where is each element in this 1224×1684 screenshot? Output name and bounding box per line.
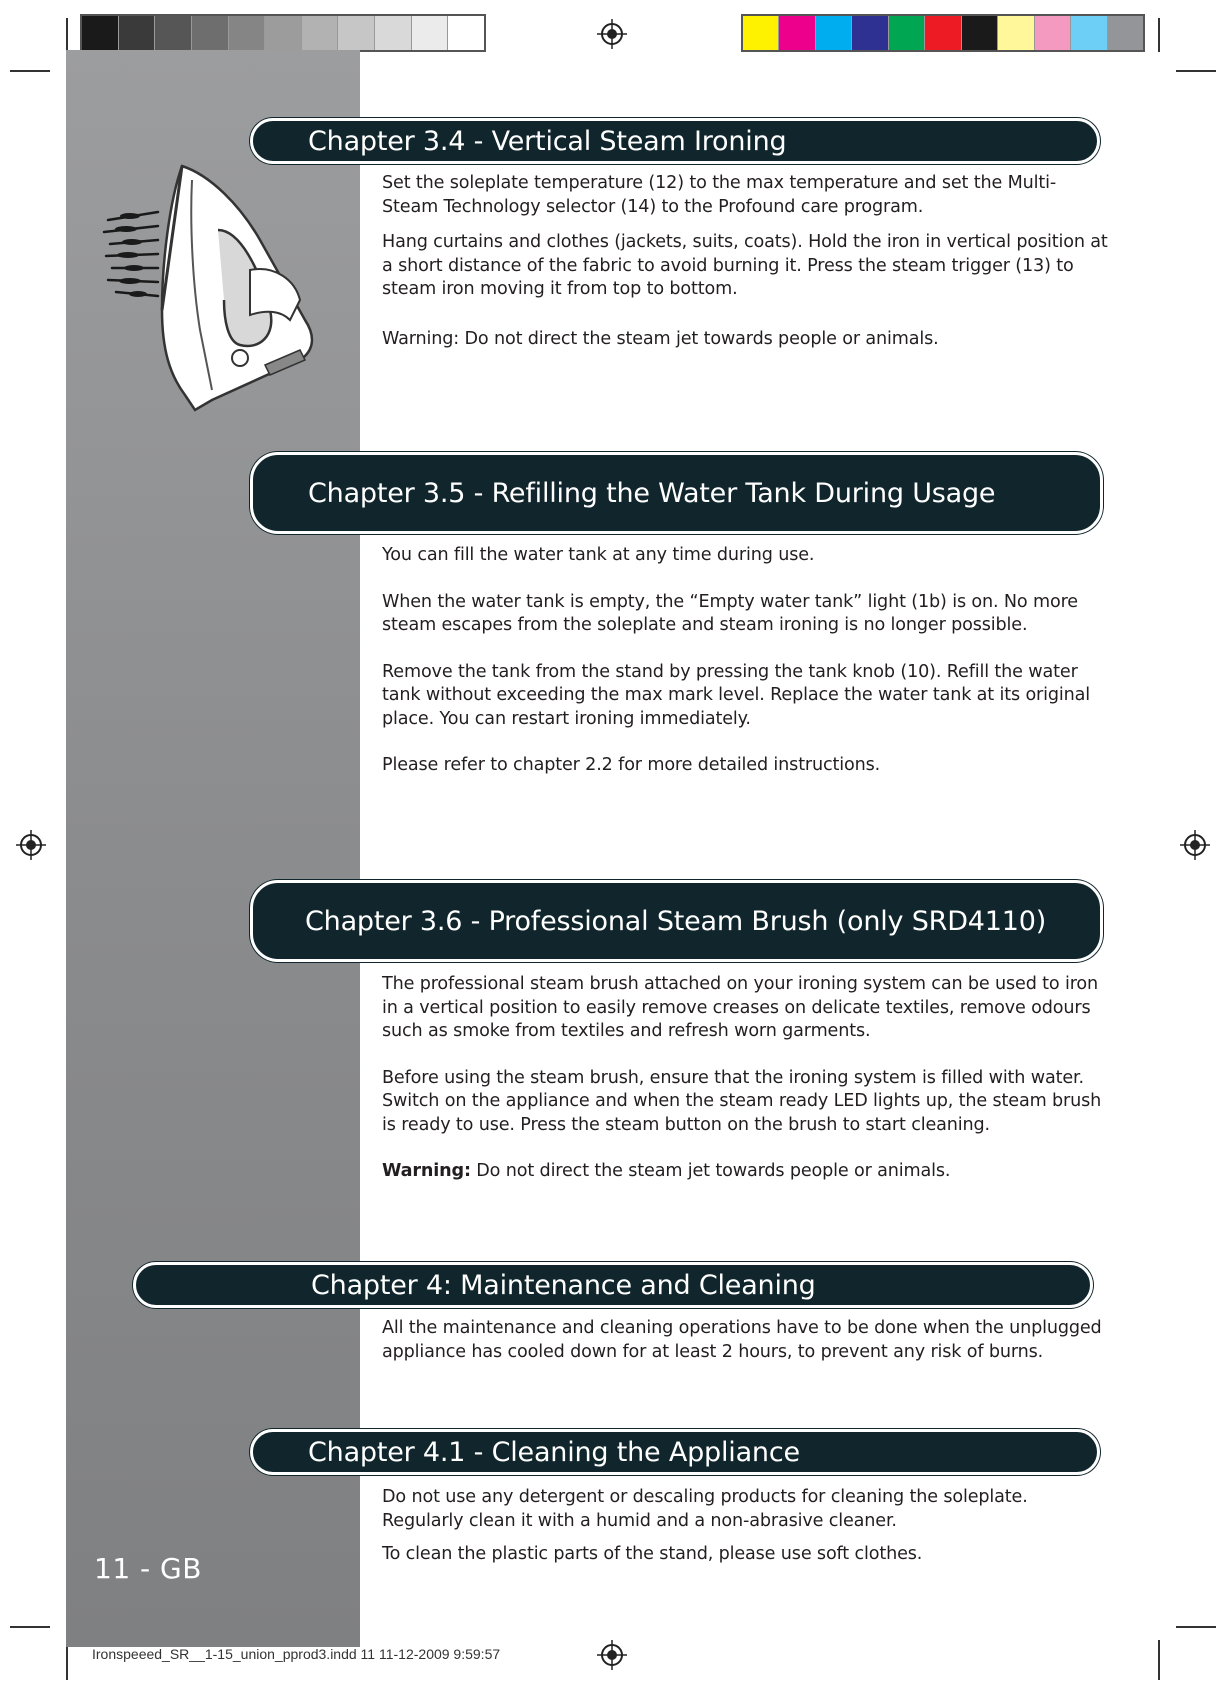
color-swatch xyxy=(448,16,484,50)
color-swatch xyxy=(962,16,998,50)
page-number: 11 - GB xyxy=(94,1552,202,1585)
color-swatch xyxy=(998,16,1034,50)
crop-mark xyxy=(1176,1626,1216,1628)
chapter-3-5-body xyxy=(382,544,1112,778)
registration-mark-icon xyxy=(597,19,627,49)
paragraph: Remove the tank from the stand by pressing the tank knob (10). Refill the water tank without exceeding the max mark level. Replace the water tank at its original place. You can restart ironing immediately. xyxy=(382,661,1091,729)
chapter-3-4-title: Chapter 3.4 - Vertical Steam Ironing xyxy=(308,125,787,157)
paragraph: Do not use any detergent or descaling products for cleaning the soleplate. Regularly clean it with a humid and a non-abrasive cleaner. xyxy=(382,1487,1028,1531)
paragraph: Before using the steam brush, ensure that the ironing system is filled with water. Switch on the appliance and when the steam ready LED lights up, the steam brush is ready to use. Press the steam button on the brush to start cleaning. xyxy=(382,1067,1102,1135)
chapter-3-6-heading-bar xyxy=(250,880,1103,962)
color-swatch xyxy=(155,16,192,50)
paragraph: When the water tank is empty, the “Empty water tank” light (1b) is on. No more steam escapes from the soleplate and steam ironing is no longer possible. xyxy=(382,591,1078,635)
registration-mark-icon xyxy=(1180,830,1210,860)
color-swatch xyxy=(412,16,449,50)
crop-mark xyxy=(66,18,68,52)
color-swatch xyxy=(375,16,412,50)
chapter-3-6-body xyxy=(382,973,1112,1184)
warning-label: Warning: xyxy=(382,1161,471,1181)
grayscale-color-bar xyxy=(80,14,486,52)
crop-mark xyxy=(10,1626,50,1628)
chapter-3-5-title: Chapter 3.5 - Refilling the Water Tank During Usage xyxy=(308,477,996,509)
warning-text: Do not direct the steam jet towards people or animals. xyxy=(470,1161,951,1181)
registration-mark-icon xyxy=(597,1640,627,1670)
color-swatch xyxy=(1108,16,1143,50)
print-slug: Ironspeeed_SR__1-15_union_pprod3.indd 11 11-12-2009 9:59:57 xyxy=(92,1646,501,1662)
chapter-3-4-body xyxy=(382,172,1112,351)
paragraph: The professional steam brush attached on your ironing system can be used to iron in a vertical position to easily remove creases on delicate textiles, remove odours such as smoke from textiles and refresh worn garments. xyxy=(382,974,1099,1041)
warning-paragraph xyxy=(382,1160,1112,1184)
paragraph: Set the soleplate temperature (12) to the max temperature and set the Multi-Steam Technology selector (14) to the Profound care program. xyxy=(382,173,1057,217)
paragraph: Please refer to chapter 2.2 for more detailed instructions. xyxy=(382,755,881,775)
crop-mark xyxy=(1158,18,1160,52)
chapter-4-1-body xyxy=(382,1486,1112,1567)
crop-mark xyxy=(10,70,50,72)
color-swatch xyxy=(852,16,888,50)
color-swatch xyxy=(743,16,779,50)
color-swatch xyxy=(779,16,815,50)
color-swatch xyxy=(1071,16,1107,50)
process-color-bar xyxy=(741,14,1145,52)
color-swatch xyxy=(82,16,119,50)
chapter-4-title: Chapter 4: Maintenance and Cleaning xyxy=(311,1269,816,1301)
chapter-4-heading-bar xyxy=(133,1262,1093,1308)
chapter-4-1-title: Chapter 4.1 - Cleaning the Appliance xyxy=(308,1436,800,1468)
paragraph: All the maintenance and cleaning operations have to be done when the unplugged appliance has cooled down for at least 2 hours, to prevent any risk of burns. xyxy=(382,1318,1102,1362)
color-swatch xyxy=(338,16,375,50)
paragraph: Hang curtains and clothes (jackets, suits, coats). Hold the iron in vertical position at a short distance of the fabric to avoid burning it. Press the steam trigger (13) to steam iron moving it from top to bottom. xyxy=(382,232,1108,299)
crop-mark xyxy=(1176,70,1216,72)
color-swatch xyxy=(889,16,925,50)
paragraph: To clean the plastic parts of the stand, please use soft clothes. xyxy=(382,1544,923,1564)
chapter-4-body xyxy=(382,1317,1112,1364)
color-swatch xyxy=(925,16,961,50)
chapter-3-4-heading-bar xyxy=(250,118,1100,164)
chapter-3-6-title: Chapter 3.6 - Professional Steam Brush (only SRD4110) xyxy=(305,905,1047,937)
color-swatch xyxy=(192,16,229,50)
registration-mark-icon xyxy=(16,830,46,860)
chapter-3-5-heading-bar xyxy=(250,452,1103,534)
paragraph: You can fill the water tank at any time during use. xyxy=(382,545,815,565)
color-swatch xyxy=(265,16,302,50)
vertical-steam-iron-illustration xyxy=(100,160,325,415)
color-swatch xyxy=(229,16,266,50)
crop-mark xyxy=(1158,1640,1160,1680)
color-swatch xyxy=(119,16,156,50)
warning-paragraph: Warning: Do not direct the steam jet towards people or animals. xyxy=(382,328,939,349)
chapter-4-1-heading-bar xyxy=(250,1429,1100,1475)
color-swatch xyxy=(1035,16,1071,50)
color-swatch xyxy=(302,16,339,50)
color-swatch xyxy=(816,16,852,50)
